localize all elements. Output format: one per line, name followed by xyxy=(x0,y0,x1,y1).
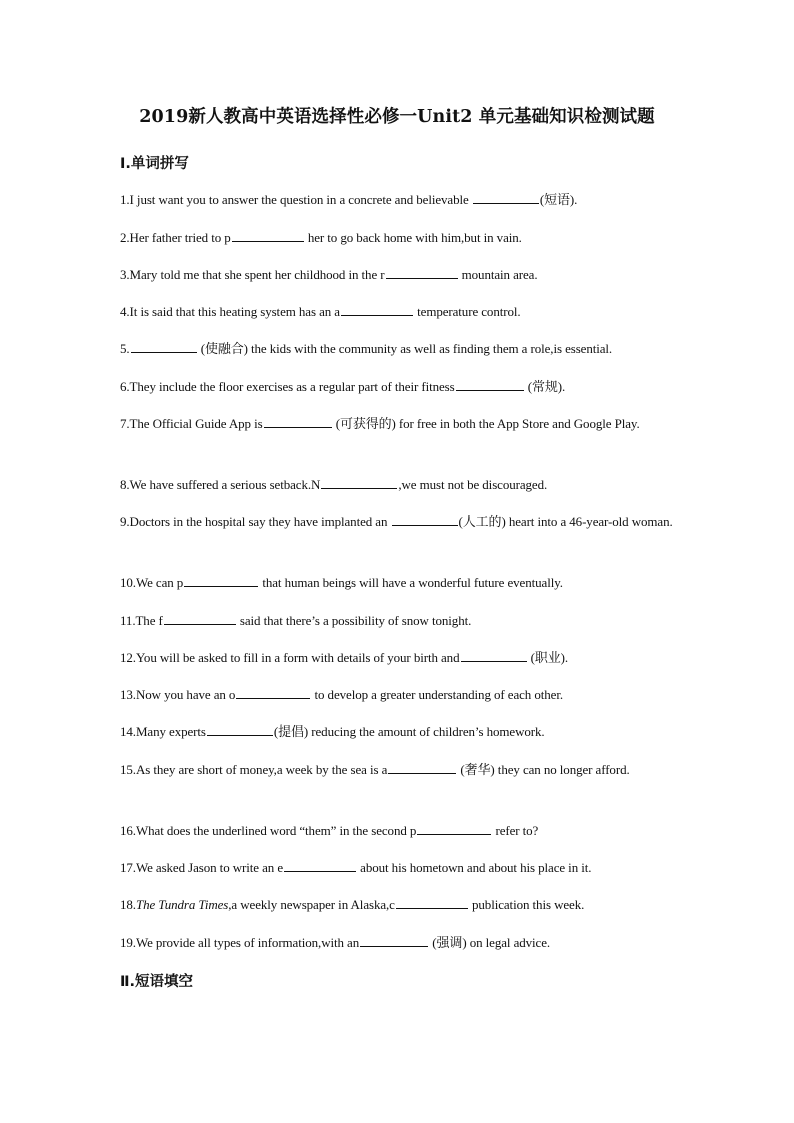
answer-blank[interactable] xyxy=(164,610,236,625)
answer-blank[interactable] xyxy=(232,227,304,242)
question-17: 17.We asked Jason to write an e about his hometown and about his place in it. xyxy=(120,856,676,880)
answer-blank[interactable] xyxy=(207,721,273,736)
question-1: 1.I just want you to answer the question in a concrete and believable (短语). xyxy=(120,188,676,212)
answer-blank[interactable] xyxy=(360,932,428,947)
question-19: 19.We provide all types of information,with an (强调) on legal advice. xyxy=(120,931,676,955)
question-18: 18.The Tundra Times,a weekly newspaper in Alaska,c publication this week. xyxy=(120,893,676,917)
newspaper-title: The Tundra Times xyxy=(135,897,229,912)
question-14: 14.Many experts (提倡) reducing the amount of children’s homework. xyxy=(120,720,676,744)
answer-blank[interactable] xyxy=(184,572,258,587)
answer-blank[interactable] xyxy=(341,301,413,316)
question-6: 6.They include the floor exercises as a regular part of their fitness (常规). xyxy=(120,375,676,399)
question-15: 15.As they are short of money,a week by the sea is a (奢华) they can no longer afford. xyxy=(120,758,676,782)
question-2: 2.Her father tried to p her to go back home with him,but in vain. xyxy=(120,226,676,250)
question-12: 12.You will be asked to fill in a form with details of your birth and (职业). xyxy=(120,646,676,670)
answer-blank[interactable] xyxy=(396,894,468,909)
question-13: 13.Now you have an o to develop a greater understanding of each other. xyxy=(120,683,676,707)
answer-blank[interactable] xyxy=(264,413,332,428)
answer-blank[interactable] xyxy=(456,376,524,391)
answer-blank[interactable] xyxy=(386,264,458,279)
question-11: 11.The f said that there’s a possibility of snow tonight. xyxy=(120,609,676,633)
question-16: 16.What does the underlined word “them” in the second p refer to? xyxy=(120,819,676,843)
answer-blank[interactable] xyxy=(131,338,197,353)
answer-blank[interactable] xyxy=(473,189,539,204)
answer-blank[interactable] xyxy=(461,647,527,662)
page-title: 2019新人教高中英语选择性必修一Unit2 单元基础知识检测试题 xyxy=(139,107,655,127)
answer-blank[interactable] xyxy=(321,474,397,489)
answer-blank[interactable] xyxy=(236,684,310,699)
section-heading-phrase-filling: Ⅱ.短语填空 xyxy=(120,974,194,990)
question-8: 8.We have suffered a serious setback.N ,we must not be discouraged. xyxy=(120,473,676,497)
question-10: 10.We can p that human beings will have a wonderful future eventually. xyxy=(120,571,676,595)
answer-blank[interactable] xyxy=(417,820,491,835)
question-3: 3.Mary told me that she spent her childhood in the r mountain area. xyxy=(120,263,676,287)
question-5: 5. (使融合) the kids with the community as well as finding them a role,is essential. xyxy=(120,337,676,361)
question-4: 4.It is said that this heating system has an a temperature control. xyxy=(120,300,676,324)
answer-blank[interactable] xyxy=(392,511,458,526)
section-heading-word-spelling: Ⅰ.单词拼写 xyxy=(120,156,189,172)
question-9: 9.Doctors in the hospital say they have implanted an (人工的) heart into a 46-year-old woman. xyxy=(120,510,676,534)
answer-blank[interactable] xyxy=(284,857,356,872)
answer-blank[interactable] xyxy=(388,759,456,774)
question-7: 7.The Official Guide App is (可获得的) for free in both the App Store and Google Play. xyxy=(120,412,676,436)
